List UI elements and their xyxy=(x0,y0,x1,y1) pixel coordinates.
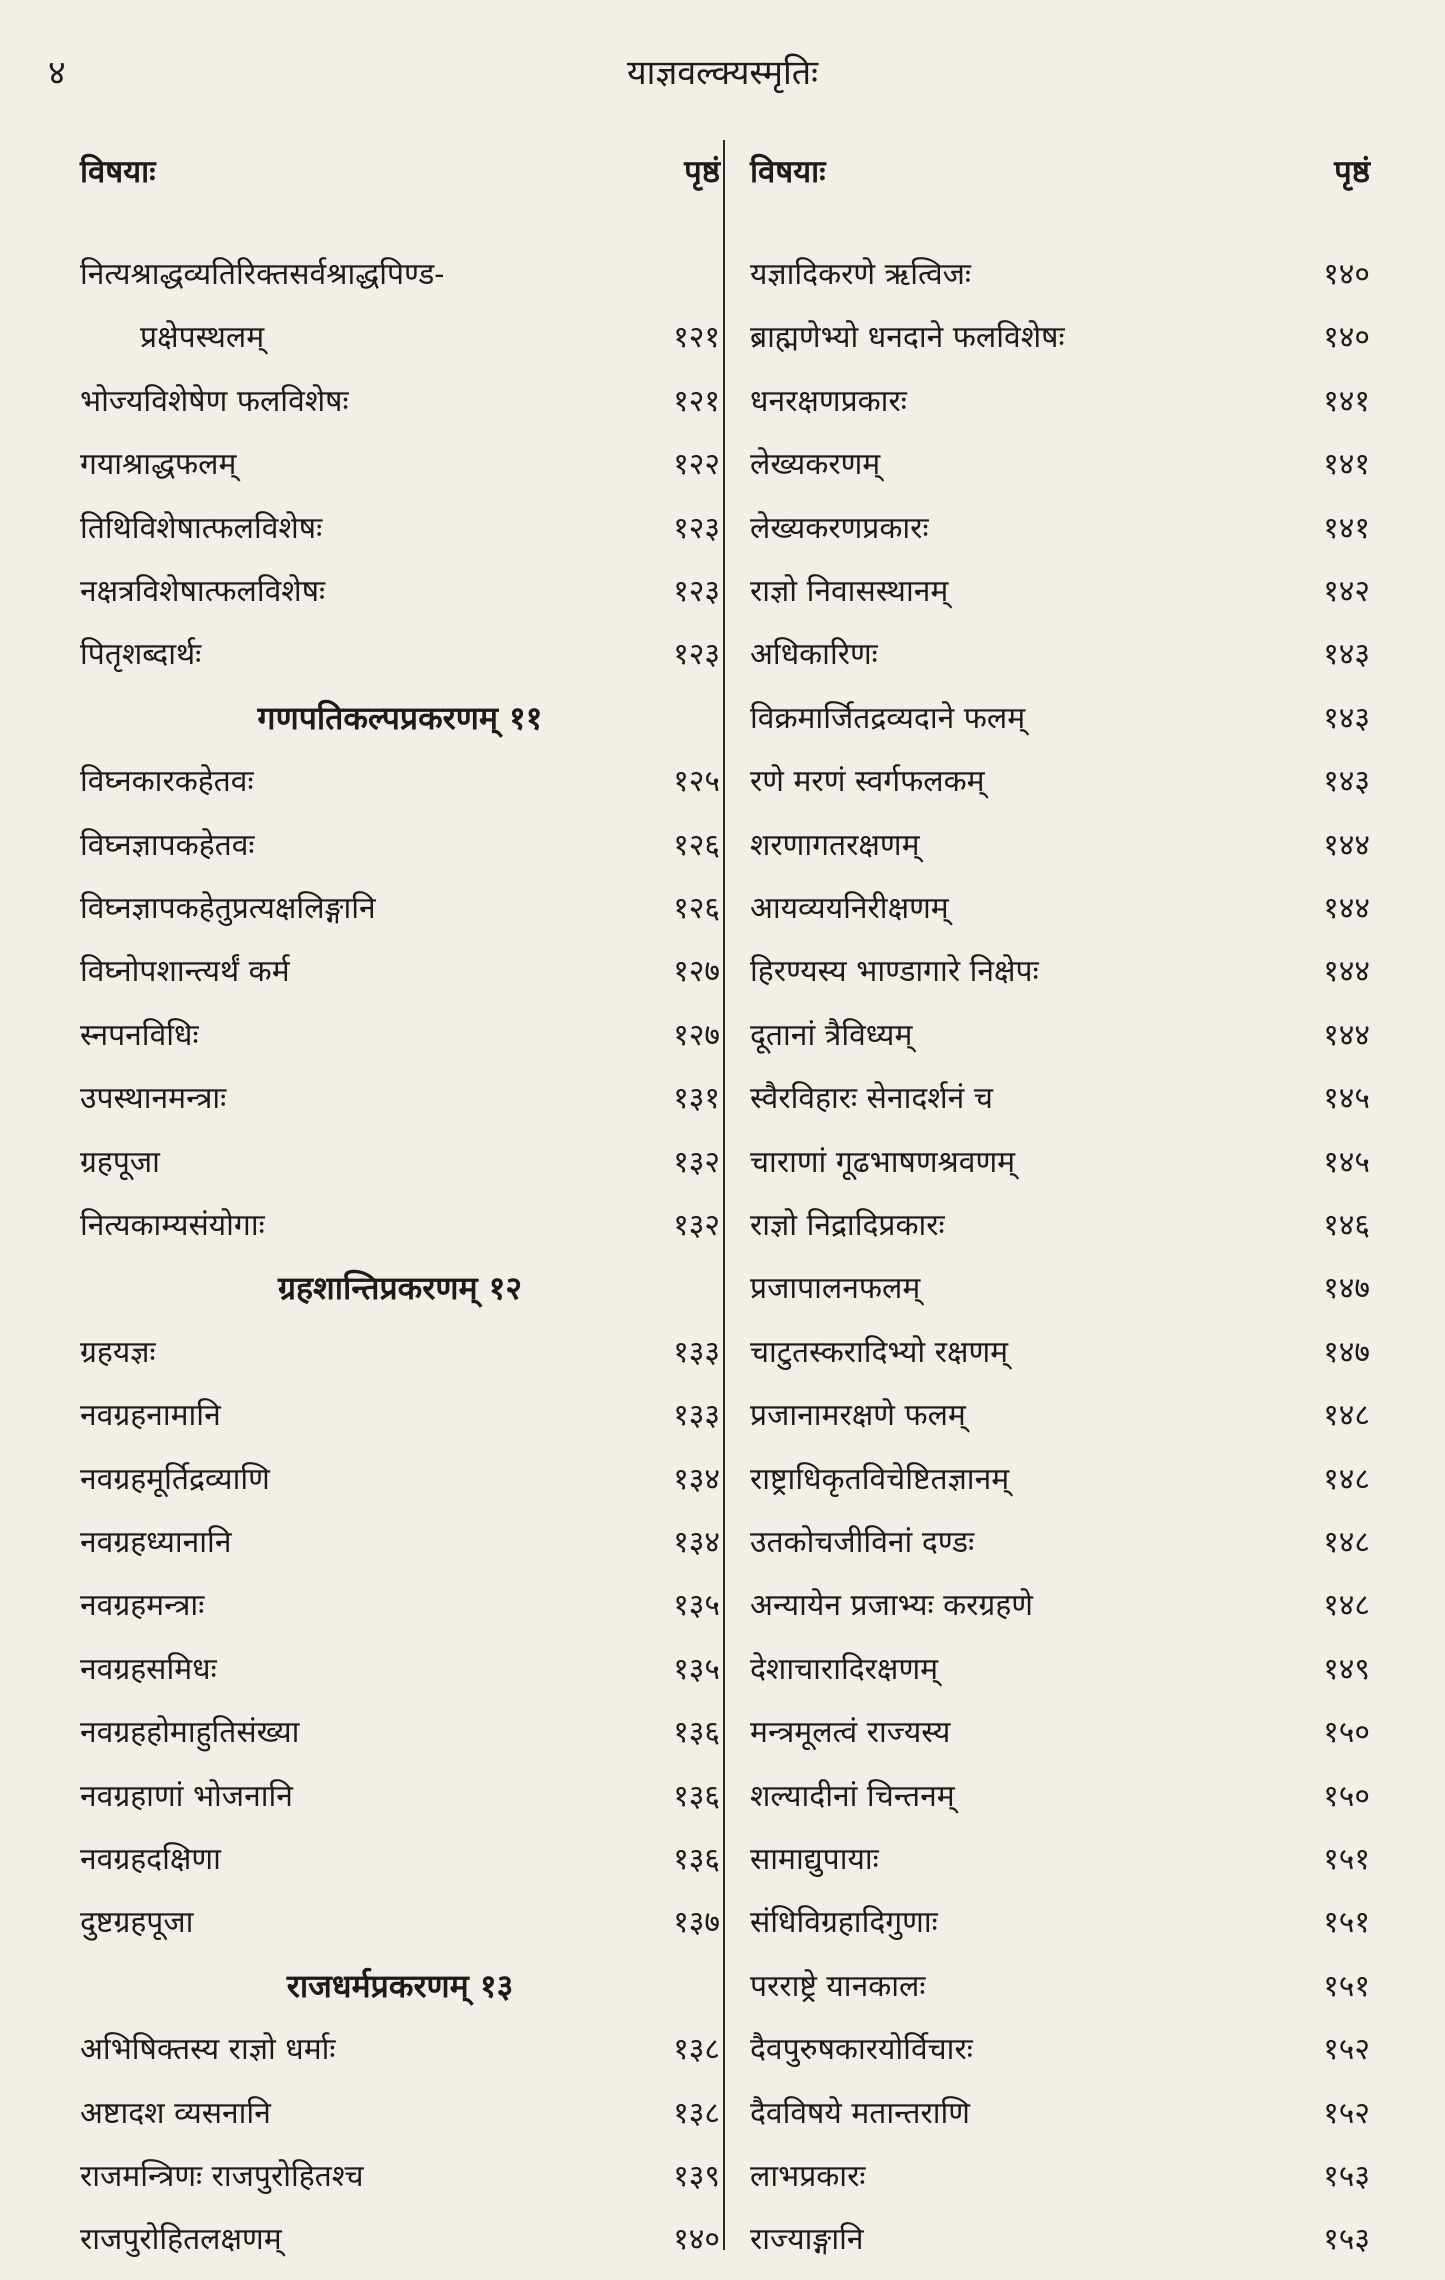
entry-page-number: १४४ xyxy=(1323,1017,1370,1053)
entry-page-number: १५१ xyxy=(1323,1842,1370,1877)
toc-entry xyxy=(750,1013,1370,1069)
entry-page-number: १३४ xyxy=(673,1461,720,1497)
entry-title: दुष्टग्रहपूजा xyxy=(80,1905,194,1941)
toc-entry xyxy=(750,1140,1370,1196)
entry-page-number: १५३ xyxy=(1323,2159,1370,2194)
entry-title: संधिविग्रहादिगुणाः xyxy=(750,1905,938,1941)
toc-entry xyxy=(750,1583,1370,1639)
toc-entry xyxy=(750,823,1370,879)
toc-entry xyxy=(750,1710,1370,1766)
entry-page-number: १२३ xyxy=(673,574,720,609)
toc-entry xyxy=(750,442,1370,498)
toc-entry xyxy=(750,1393,1370,1449)
page-column-label: पृष्ठं xyxy=(684,154,720,190)
entry-page-number: १४५ xyxy=(1323,1081,1370,1117)
entry-title: नित्यकाम्यसंयोगाः xyxy=(80,1208,265,1243)
entry-page-number: १३३ xyxy=(673,1334,720,1370)
toc-entry xyxy=(80,2154,720,2210)
entry-title: विघ्नज्ञापकहेतवः xyxy=(80,827,255,863)
entry-page-number: १२६ xyxy=(673,827,720,863)
entry-title: ग्रहपूजा xyxy=(80,1144,160,1180)
toc-entry xyxy=(80,1330,720,1386)
entry-title: स्वैरविहारः सेनादर्शनं च xyxy=(750,1081,993,1117)
toc-entry xyxy=(750,569,1370,625)
entry-title: नवग्रहध्यानानि xyxy=(80,1525,232,1560)
entry-page-number: १२१ xyxy=(673,383,720,419)
toc-entry xyxy=(750,1647,1370,1703)
entry-page-number: १४० xyxy=(673,2222,720,2258)
entry-title: नवग्रहदक्षिणा xyxy=(80,1842,221,1877)
toc-entry xyxy=(80,1076,720,1132)
entry-page-number: १४२ xyxy=(1323,574,1370,609)
entry-page-number: १३९ xyxy=(673,2159,720,2194)
toc-entry xyxy=(80,442,720,498)
toc-entry xyxy=(80,632,720,688)
toc-entry xyxy=(750,2217,1370,2273)
entry-page-number: १३६ xyxy=(673,1778,720,1814)
entry-title: मन्त्रमूलत्वं राज्यस्य xyxy=(750,1715,951,1751)
toc-entry xyxy=(750,1837,1370,1893)
toc-entry xyxy=(80,1203,720,1259)
toc-entry xyxy=(80,2027,720,2083)
toc-entry xyxy=(750,1900,1370,1956)
entry-title: देशाचारादिरक्षणम् xyxy=(750,1651,939,1687)
entry-page-number: १४० xyxy=(1323,320,1370,356)
entry-page-number: १३२ xyxy=(673,1144,720,1180)
toc-entry xyxy=(750,1076,1370,1132)
entry-page-number: १४३ xyxy=(1323,700,1370,736)
toc-entry xyxy=(80,1013,720,1069)
entry-title: राजमन्त्रिणः राजपुरोहितश्च xyxy=(80,2159,364,2194)
entry-title: प्रक्षेपस्थलम् xyxy=(140,320,265,356)
entry-title: विघ्नोपशान्त्यर्थं कर्म xyxy=(80,954,290,990)
entry-page-number: १४८ xyxy=(1323,1398,1370,1434)
entry-page-number: १४४ xyxy=(1323,891,1370,926)
toc-entry xyxy=(80,1140,720,1196)
entry-title: अन्यायेन प्रजाभ्यः करग्रहणे xyxy=(750,1588,1033,1624)
page-number: ४ xyxy=(48,53,66,93)
entry-title: विघ्नज्ञापकहेतुप्रत्यक्षलिङ्गानि xyxy=(80,891,376,926)
entry-page-number: १५२ xyxy=(1323,2095,1370,2131)
entry-page-number: १४८ xyxy=(1323,1525,1370,1560)
entry-page-number: १३५ xyxy=(673,1651,720,1687)
entry-page-number: १५० xyxy=(1323,1715,1370,1751)
entry-page-number: १४१ xyxy=(1323,510,1370,546)
toc-entry xyxy=(80,569,720,625)
toc-entry xyxy=(750,1457,1370,1513)
entry-page-number: १३८ xyxy=(673,2095,720,2131)
toc-entry xyxy=(750,949,1370,1005)
entry-title: ग्रहयज्ञः xyxy=(80,1334,156,1370)
entry-title: दैवपुरुषकारयोर्विचारः xyxy=(750,2032,973,2068)
toc-entry xyxy=(80,1583,720,1639)
entry-title: तिथिविशेषात्फलविशेषः xyxy=(80,510,323,546)
entry-page-number: १२३ xyxy=(673,510,720,546)
entry-title: यज्ञादिकरणे ऋत्विजः xyxy=(750,257,971,292)
toc-entry xyxy=(80,1900,720,1956)
toc-entry xyxy=(750,2091,1370,2147)
entry-title: नवग्रहनामानि xyxy=(80,1398,221,1434)
entry-page-number: १३६ xyxy=(673,1842,720,1877)
toc-entry xyxy=(750,506,1370,562)
toc-entry xyxy=(750,2027,1370,2083)
entry-title: शरणागतरक्षणम् xyxy=(750,827,920,863)
entry-title: लेख्यकरणप्रकारः xyxy=(750,510,929,546)
entry-title: विघ्नकारकहेतवः xyxy=(80,764,254,800)
toc-entry xyxy=(80,949,720,1005)
entry-title: भोज्यविशेषेण फलविशेषः xyxy=(80,383,349,419)
toc-entry xyxy=(80,2217,720,2273)
entry-title: गयाश्राद्धफलम् xyxy=(80,447,237,483)
subject-column-label: विषयाः xyxy=(80,154,156,190)
entry-title: लेख्यकरणम् xyxy=(750,447,881,483)
toc-entry xyxy=(80,379,720,435)
entry-page-number: १४७ xyxy=(1323,1271,1370,1307)
toc-entry xyxy=(80,506,720,562)
entry-title: उतकोचजीविनां दण्डः xyxy=(750,1525,975,1560)
entry-title: अष्टादश व्यसनानि xyxy=(80,2095,271,2131)
entry-page-number: १४३ xyxy=(1323,764,1370,800)
entry-title: नवग्रहमूर्तिद्रव्याणि xyxy=(80,1461,270,1497)
entry-title: नवग्रहाणां भोजनानि xyxy=(80,1778,293,1814)
entry-page-number: १४७ xyxy=(1323,1334,1370,1370)
entry-page-number: १४८ xyxy=(1323,1461,1370,1497)
entry-title: राजधर्मप्रकरणम् १३ xyxy=(286,1966,514,2005)
toc-entry xyxy=(80,252,720,308)
entry-title: दैवविषये मतान्तराणि xyxy=(750,2095,970,2131)
toc-entry xyxy=(750,1774,1370,1830)
entry-page-number: १४५ xyxy=(1323,1144,1370,1180)
entry-page-number: १३३ xyxy=(673,1398,720,1434)
entry-page-number: १५१ xyxy=(1323,1968,1370,2004)
toc-entry xyxy=(750,1520,1370,1576)
column-divider xyxy=(723,140,725,2250)
entry-page-number: १२३ xyxy=(673,637,720,673)
toc-entry xyxy=(750,1203,1370,1259)
toc-entry xyxy=(750,759,1370,815)
toc-entry xyxy=(80,1457,720,1513)
left-column-header xyxy=(80,150,720,210)
entry-title: पितृशब्दार्थः xyxy=(80,637,202,673)
entry-title: लाभप्रकारः xyxy=(750,2159,866,2194)
entry-title: राष्ट्राधिकृतविचेष्टितज्ञानम् xyxy=(750,1461,1010,1497)
entry-title: चाटुतस्करादिभ्यो रक्षणम् xyxy=(750,1334,1009,1370)
entry-page-number: १४३ xyxy=(1323,637,1370,673)
toc-entry xyxy=(80,1520,720,1576)
entry-page-number: १३२ xyxy=(673,1208,720,1243)
entry-title: सामाद्युपायाः xyxy=(750,1842,879,1877)
entry-page-number: १२१ xyxy=(673,320,720,356)
entry-page-number: १४४ xyxy=(1323,954,1370,990)
entry-page-number: १२२ xyxy=(673,447,720,483)
entry-page-number: १२७ xyxy=(673,954,720,990)
entry-title: नवग्रहमन्त्राः xyxy=(80,1588,205,1624)
toc-entry xyxy=(750,2154,1370,2210)
page-column-label: पृष्ठं xyxy=(1334,154,1370,190)
entry-page-number: १३८ xyxy=(673,2032,720,2068)
entry-title: ग्रहशान्तिप्रकरणम् १२ xyxy=(277,1269,523,1308)
entry-title: परराष्ट्रे यानकालः xyxy=(750,1968,926,2004)
entry-title: अभिषिक्तस्य राज्ञो धर्माः xyxy=(80,2032,336,2068)
entry-title: दूतानां त्रैविध्यम् xyxy=(750,1017,913,1053)
entry-page-number: १३५ xyxy=(673,1588,720,1624)
entry-page-number: १४६ xyxy=(1323,1208,1370,1243)
entry-title: ब्राह्मणेभ्यो धनदाने फलविशेषः xyxy=(750,320,1065,356)
entry-title: प्रजापालनफलम् xyxy=(750,1271,921,1307)
subject-column-label: विषयाः xyxy=(750,154,826,190)
toc-entry xyxy=(80,315,720,371)
entry-page-number: १५१ xyxy=(1323,1905,1370,1941)
entry-page-number: १४१ xyxy=(1323,383,1370,419)
section-heading xyxy=(80,1964,720,2020)
toc-entry xyxy=(80,823,720,879)
toc-entry xyxy=(80,1837,720,1893)
toc-entry xyxy=(750,315,1370,371)
toc-entry xyxy=(750,1266,1370,1322)
entry-title: राजपुरोहितलक्षणम् xyxy=(80,2222,282,2258)
toc-entry xyxy=(750,252,1370,308)
section-heading xyxy=(80,696,720,752)
toc-entry xyxy=(80,759,720,815)
entry-page-number: १२५ xyxy=(673,764,720,800)
toc-entry xyxy=(750,632,1370,688)
entry-page-number: १३१ xyxy=(673,1081,720,1117)
toc-entry xyxy=(750,696,1370,752)
entry-page-number: १२६ xyxy=(673,891,720,926)
toc-entry xyxy=(80,1393,720,1449)
entry-page-number: १३६ xyxy=(673,1715,720,1751)
entry-page-number: १५० xyxy=(1323,1778,1370,1814)
entry-title: नवग्रहहोमाहुतिसंख्या xyxy=(80,1715,300,1751)
entry-page-number: १५२ xyxy=(1323,2032,1370,2068)
entry-page-number: १३४ xyxy=(673,1525,720,1560)
entry-page-number: १४१ xyxy=(1323,447,1370,483)
entry-page-number: १५३ xyxy=(1323,2222,1370,2258)
toc-entry xyxy=(80,2091,720,2147)
page-title: याज्ञवल्क्यस्मृतिः xyxy=(626,53,819,93)
entry-title: शल्यादीनां चिन्तनम् xyxy=(750,1778,955,1814)
toc-entry xyxy=(750,379,1370,435)
entry-title: विक्रमार्जितद्रव्यदाने फलम् xyxy=(750,700,1026,736)
entry-title: अधिकारिणः xyxy=(750,637,878,673)
toc-entry xyxy=(750,886,1370,942)
section-heading xyxy=(80,1266,720,1322)
entry-title: नवग्रहसमिधः xyxy=(80,1651,217,1687)
toc-entry xyxy=(80,1647,720,1703)
entry-title: हिरण्यस्य भाण्डागारे निक्षेपः xyxy=(750,954,1039,990)
entry-page-number: १३७ xyxy=(673,1905,720,1941)
entry-title: स्नपनविधिः xyxy=(80,1017,199,1053)
entry-title: गणपतिकल्पप्रकरणम् ११ xyxy=(257,698,543,737)
entry-title: उपस्थानमन्त्राः xyxy=(80,1081,227,1117)
toc-entry xyxy=(80,1774,720,1830)
entry-title: धनरक्षणप्रकारः xyxy=(750,383,907,419)
entry-title: नित्यश्राद्धव्यतिरिक्तसर्वश्राद्धपिण्ड- xyxy=(80,257,445,292)
right-column-header xyxy=(750,150,1370,210)
entry-title: चाराणां गूढभाषणश्रवणम् xyxy=(750,1144,1016,1180)
entry-page-number: १४४ xyxy=(1323,827,1370,863)
entry-title: राज्याङ्गानि xyxy=(750,2222,864,2258)
entry-page-number: १४८ xyxy=(1323,1588,1370,1624)
entry-page-number: १४० xyxy=(1323,257,1370,292)
toc-entry xyxy=(750,1964,1370,2020)
entry-title: प्रजानामरक्षणे फलम् xyxy=(750,1398,966,1434)
entry-title: राज्ञो निवासस्थानम् xyxy=(750,574,949,609)
entry-title: नक्षत्रविशेषात्फलविशेषः xyxy=(80,574,326,609)
toc-entry xyxy=(80,886,720,942)
entry-title: आयव्ययनिरीक्षणम् xyxy=(750,891,949,926)
toc-entry xyxy=(80,1710,720,1766)
entry-page-number: १४९ xyxy=(1323,1651,1370,1687)
entry-title: रणे मरणं स्वर्गफलकम् xyxy=(750,764,985,800)
entry-page-number: १२७ xyxy=(673,1017,720,1053)
entry-title: राज्ञो निद्रादिप्रकारः xyxy=(750,1208,945,1243)
toc-entry xyxy=(750,1330,1370,1386)
